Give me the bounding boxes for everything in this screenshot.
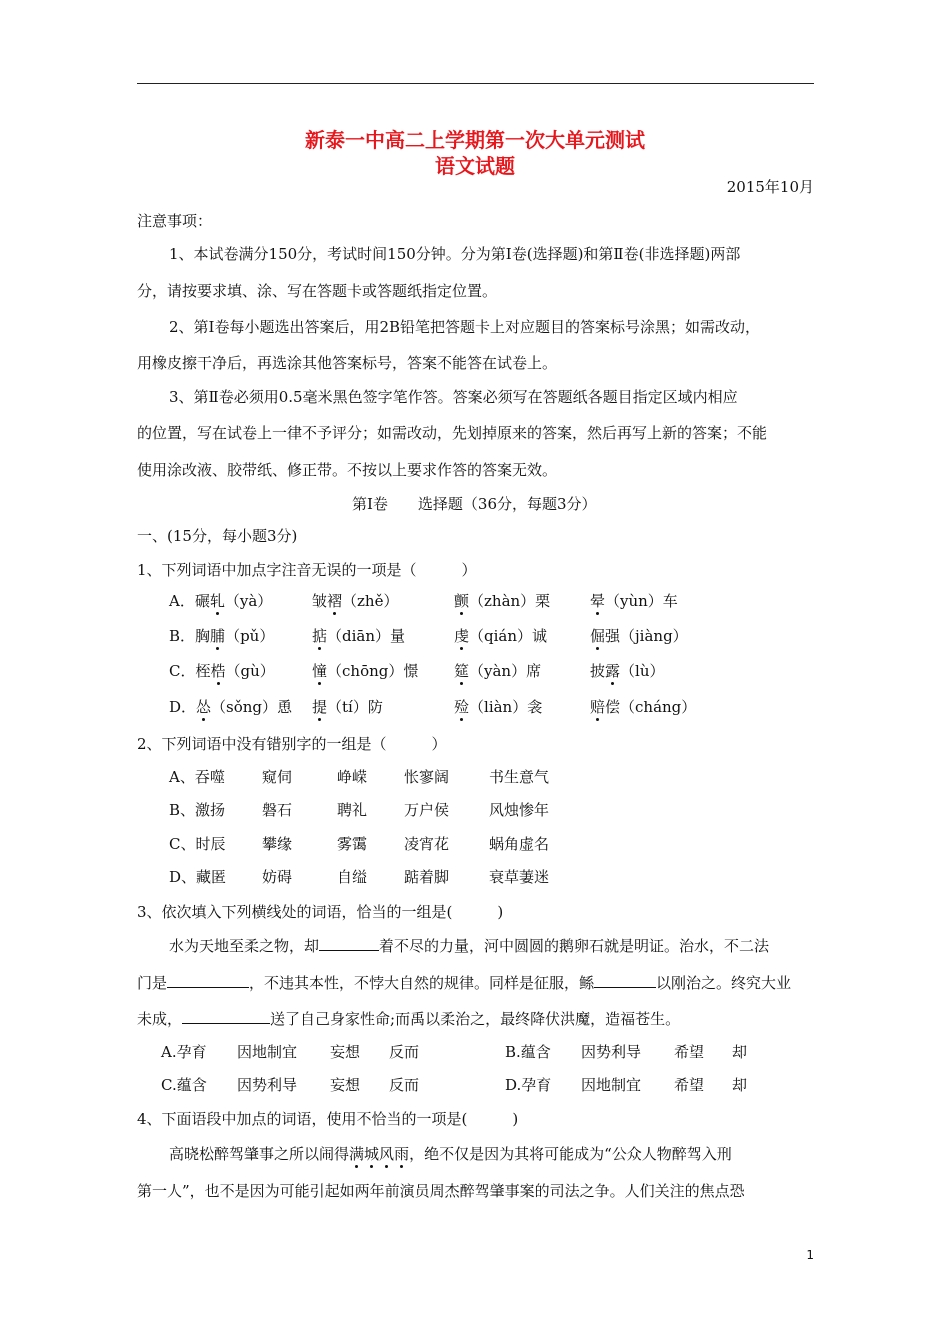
pinyin: （gù） xyxy=(225,662,275,680)
q3-option-cell: 希望 xyxy=(674,1076,705,1094)
q2-cell: 窥伺 xyxy=(262,768,293,786)
dotted-char: 殓 xyxy=(454,698,470,716)
q3-option-cell: 希望 xyxy=(674,1043,705,1061)
q3-option-cell: 妄想 xyxy=(330,1043,361,1061)
q2-cell: 攀缘 xyxy=(262,835,293,853)
q1-option-c-word-4: 披露（lù） xyxy=(590,662,665,680)
dotted-char: 风 xyxy=(379,1145,395,1163)
q1-option-c-word-3 xyxy=(454,662,541,680)
dotted-char: 憧 xyxy=(312,662,328,680)
q2-cell: 雾霭 xyxy=(337,835,368,853)
q2-cell: C、时辰 xyxy=(169,835,226,853)
q1-option-a-word-2: 皱褶（zhě） xyxy=(312,592,399,610)
exam-title: 新泰一中高二上学期第一次大单元测试 xyxy=(305,128,645,152)
q1-option-b-word-2 xyxy=(312,627,405,645)
q3-option-cell: 因地制宜 xyxy=(581,1076,642,1094)
q2-cell: 风烛惨年 xyxy=(489,801,550,819)
q2-cell: A、吞噬 xyxy=(169,768,225,786)
q2-cell: 凌宵花 xyxy=(404,835,450,853)
q3-option-cell: C.蕴含 xyxy=(161,1076,207,1094)
question-3-stem: 3、依次填入下列横线处的词语，恰当的一组是( ) xyxy=(137,903,504,921)
option-label: A． xyxy=(169,592,195,610)
dotted-char: 晕 xyxy=(590,592,606,610)
q2-cell: 自缢 xyxy=(337,868,368,886)
q3-option-cell: 却 xyxy=(732,1043,748,1061)
q2-cell: 万户侯 xyxy=(404,801,450,819)
q2-cell: B、激扬 xyxy=(169,801,226,819)
note-3-line-1: 3、第Ⅱ卷必须用0.5毫米黑色签字笔作答。答案必须写在答题纸各题目指定区域内相应 xyxy=(169,388,738,406)
q3-option-cell: 反而 xyxy=(389,1076,420,1094)
q2-cell: D、藏匿 xyxy=(169,868,227,886)
exam-date: 2015年10月 xyxy=(726,178,814,196)
q3-option-cell: 因势利导 xyxy=(237,1076,298,1094)
q3-passage-line-3: 未成， 送了自己身家性命;而禹以柔治之，最终降伏洪魔，造福苍生。 xyxy=(137,1010,681,1028)
pinyin: （tí）防 xyxy=(327,698,383,716)
q2-cell: 怅寥阔 xyxy=(404,768,450,786)
question-1-stem: 1、下列词语中加点字注音无误的一项是（ ） xyxy=(137,561,477,579)
dotted-char: 梏 xyxy=(210,662,226,680)
q1-option-a-word-4 xyxy=(590,592,678,610)
q4-passage-line-1: 高晓松醉驾肇事之所以闹得满城风雨，绝不仅是因为其将可能成为“公众人物醉驾入刑 xyxy=(169,1145,732,1163)
dotted-char: 怂 xyxy=(196,698,212,716)
pinyin: （pǔ） xyxy=(225,627,275,645)
blank-3 xyxy=(594,973,656,988)
q3-passage-line-1: 水为天地至柔之物，却 着不尽的力量，河中圆圆的鹅卵石就是明证。治水，不二法 xyxy=(169,937,770,955)
dotted-char: 雨 xyxy=(394,1145,410,1163)
blank-2 xyxy=(167,973,249,988)
notes-heading: 注意事项： xyxy=(137,212,213,230)
q3-option-cell: 因势利导 xyxy=(581,1043,642,1061)
blank-4 xyxy=(182,1009,270,1024)
q3-option-cell: B.蕴含 xyxy=(505,1043,551,1061)
q2-cell: 衰草萋迷 xyxy=(489,868,550,886)
q1-option-d-word-2 xyxy=(312,698,383,716)
pinyin: （yàn）席 xyxy=(469,662,542,680)
q1-option-c: C．桎梏（gù） xyxy=(169,662,275,680)
pinyin: （qián）诚 xyxy=(469,627,548,645)
q2-cell: 蜗角虚名 xyxy=(489,835,550,853)
q1-option-d-word-3 xyxy=(454,698,542,716)
dotted-char: 脯 xyxy=(210,627,226,645)
q3-option-cell: 妄想 xyxy=(330,1076,361,1094)
q1-option-d-word-4 xyxy=(590,698,696,716)
dotted-char: 倔 xyxy=(590,627,606,645)
q2-cell: 妨碍 xyxy=(262,868,293,886)
pinyin: （chōng）憬 xyxy=(327,662,419,680)
q3-passage-line-2: 门是 ，不违其本性，不悖大自然的规律。同样是征服，鲧 以刚治之。终究大业 xyxy=(137,974,792,992)
q2-cell: 磐石 xyxy=(262,801,293,819)
pinyin: （zhě） xyxy=(342,592,399,610)
exam-subtitle: 语文试题 xyxy=(435,154,515,178)
note-1-line-2: 分，请按要求填、涂、写在答题卡或答题纸指定位置。 xyxy=(137,282,498,300)
q4-passage-line-2: 第一人”，也不是因为可能引起如两年前演员周杰醉驾肇事案的司法之争。人们关注的焦点恐 xyxy=(137,1182,745,1200)
dotted-char: 虔 xyxy=(454,627,470,645)
dotted-char: 露 xyxy=(605,662,621,680)
pinyin: 偿（cháng） xyxy=(605,698,697,716)
q2-cell: 峥嵘 xyxy=(337,768,368,786)
dotted-char: 提 xyxy=(312,698,328,716)
pinyin: 强（jiàng） xyxy=(605,627,688,645)
q1-option-b: B．胸脯（pǔ） xyxy=(169,627,275,645)
dotted-char: 颤 xyxy=(454,592,470,610)
q1-option-d: D．怂（sǒng）恿 xyxy=(169,698,293,716)
q3-option-cell: 却 xyxy=(732,1076,748,1094)
q1-option-c-word-2 xyxy=(312,662,418,680)
q2-cell: 踮着脚 xyxy=(404,868,450,886)
q1-option-a xyxy=(169,592,272,610)
dotted-char: 城 xyxy=(364,1145,380,1163)
note-1-line-1: 1、本试卷满分150分，考试时间150分钟。分为第Ⅰ卷(选择题)和第Ⅱ卷(非选择题)两部 xyxy=(169,245,741,263)
note-2-line-2: 用橡皮擦干净后，再选涂其他答案标号，答案不能答在试卷上。 xyxy=(137,354,558,372)
pinyin: （sǒng）恿 xyxy=(211,698,293,716)
word-text: 碾 xyxy=(194,592,210,610)
q1-option-a-word-3 xyxy=(454,592,550,610)
q1-option-b-word-4 xyxy=(590,627,688,645)
pinyin: （diān）量 xyxy=(327,627,406,645)
dotted-char: 筵 xyxy=(454,662,470,680)
page-number: 1 xyxy=(806,1248,814,1262)
q2-cell: 书生意气 xyxy=(489,768,550,786)
q2-cell: 聘礼 xyxy=(337,801,368,819)
dotted-char: 轧 xyxy=(209,592,225,610)
note-2-line-1: 2、第Ⅰ卷每小题选出答案后，用2B铅笔把答题卡上对应题目的答案标号涂黑；如需改动， xyxy=(169,318,761,336)
q3-option-cell: D.孕育 xyxy=(505,1076,552,1094)
part-one-heading: 一、(15分，每小题3分) xyxy=(137,527,298,545)
q1-option-b-word-3 xyxy=(454,627,547,645)
pinyin: （lù） xyxy=(620,662,665,680)
pinyin: （zhàn）栗 xyxy=(469,592,551,610)
pinyin: （yà） xyxy=(224,592,273,610)
note-3-line-3: 使用涂改液、胶带纸、修正带。不按以上要求作答的答案无效。 xyxy=(137,461,558,479)
question-2-stem: 2、下列词语中没有错别字的一组是（ ） xyxy=(137,735,447,753)
dotted-char: 掂 xyxy=(312,627,328,645)
note-3-line-2: 的位置，写在试卷上一律不予评分；如需改动，先划掉原来的答案，然后再写上新的答案；不能 xyxy=(137,424,768,442)
section-heading: 第Ⅰ卷 选择题（36分，每题3分） xyxy=(352,495,597,513)
q3-option-cell: 因地制宜 xyxy=(237,1043,298,1061)
dotted-char: 褶 xyxy=(327,592,343,610)
dotted-char: 赔 xyxy=(590,698,606,716)
question-4-stem: 4、下面语段中加点的词语，使用不恰当的一项是( ) xyxy=(137,1110,519,1128)
q3-option-cell: A.孕育 xyxy=(161,1043,207,1061)
pinyin: （yùn）车 xyxy=(605,592,678,610)
dotted-char: 满 xyxy=(349,1145,365,1163)
q3-option-cell: 反而 xyxy=(389,1043,420,1061)
blank-1 xyxy=(319,936,379,951)
pinyin: （liàn）衾 xyxy=(469,698,543,716)
header-rule xyxy=(137,83,814,84)
